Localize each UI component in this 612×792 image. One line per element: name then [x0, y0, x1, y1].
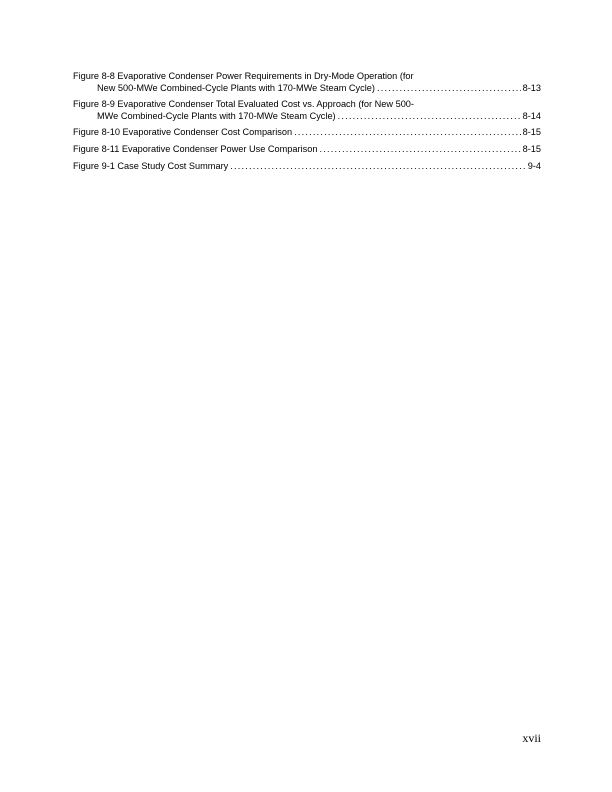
toc-entry-figure-8-11[interactable]	[73, 144, 541, 156]
dot-leader	[338, 111, 521, 123]
toc-entry-title-continued: MWe Combined-Cycle Plants with 170-MWe Steam Cycle)	[97, 110, 336, 121]
toc-entry-figure-9-1[interactable]	[73, 161, 541, 173]
toc-entry-title: Figure 8-8 Evaporative Condenser Power Requirements in Dry-Mode Operation (for	[73, 71, 414, 81]
list-of-figures	[73, 71, 541, 177]
toc-entry-title: Figure 8-11 Evaporative Condenser Power Use Comparison	[73, 143, 318, 154]
toc-entry-page: 8-14	[522, 110, 541, 121]
page-number: xvii	[522, 731, 541, 745]
dot-leader	[319, 144, 520, 156]
dot-leader	[294, 127, 521, 139]
toc-entry-figure-8-8[interactable]	[73, 71, 541, 94]
dot-leader	[377, 83, 521, 95]
toc-entry-title: Figure 8-9 Evaporative Condenser Total Evaluated Cost vs. Approach (for New 500-	[73, 99, 414, 110]
toc-entry-page: 8-13	[522, 82, 541, 93]
toc-entry-page: 9-4	[527, 160, 541, 171]
toc-entry-page: 8-15	[522, 143, 541, 154]
toc-entry-title: Figure 8-10 Evaporative Condenser Cost Comparison	[73, 127, 293, 138]
toc-entry-title: Figure 9-1 Case Study Cost Summary	[73, 160, 229, 171]
toc-entry-title-continued: New 500-MWe Combined-Cycle Plants with 170-MWe Steam Cycle)	[97, 82, 375, 93]
dot-leader	[230, 161, 525, 173]
toc-entry-figure-8-10[interactable]	[73, 127, 541, 139]
toc-entry-figure-8-9[interactable]	[73, 99, 541, 122]
toc-entry-page: 8-15	[522, 127, 541, 138]
